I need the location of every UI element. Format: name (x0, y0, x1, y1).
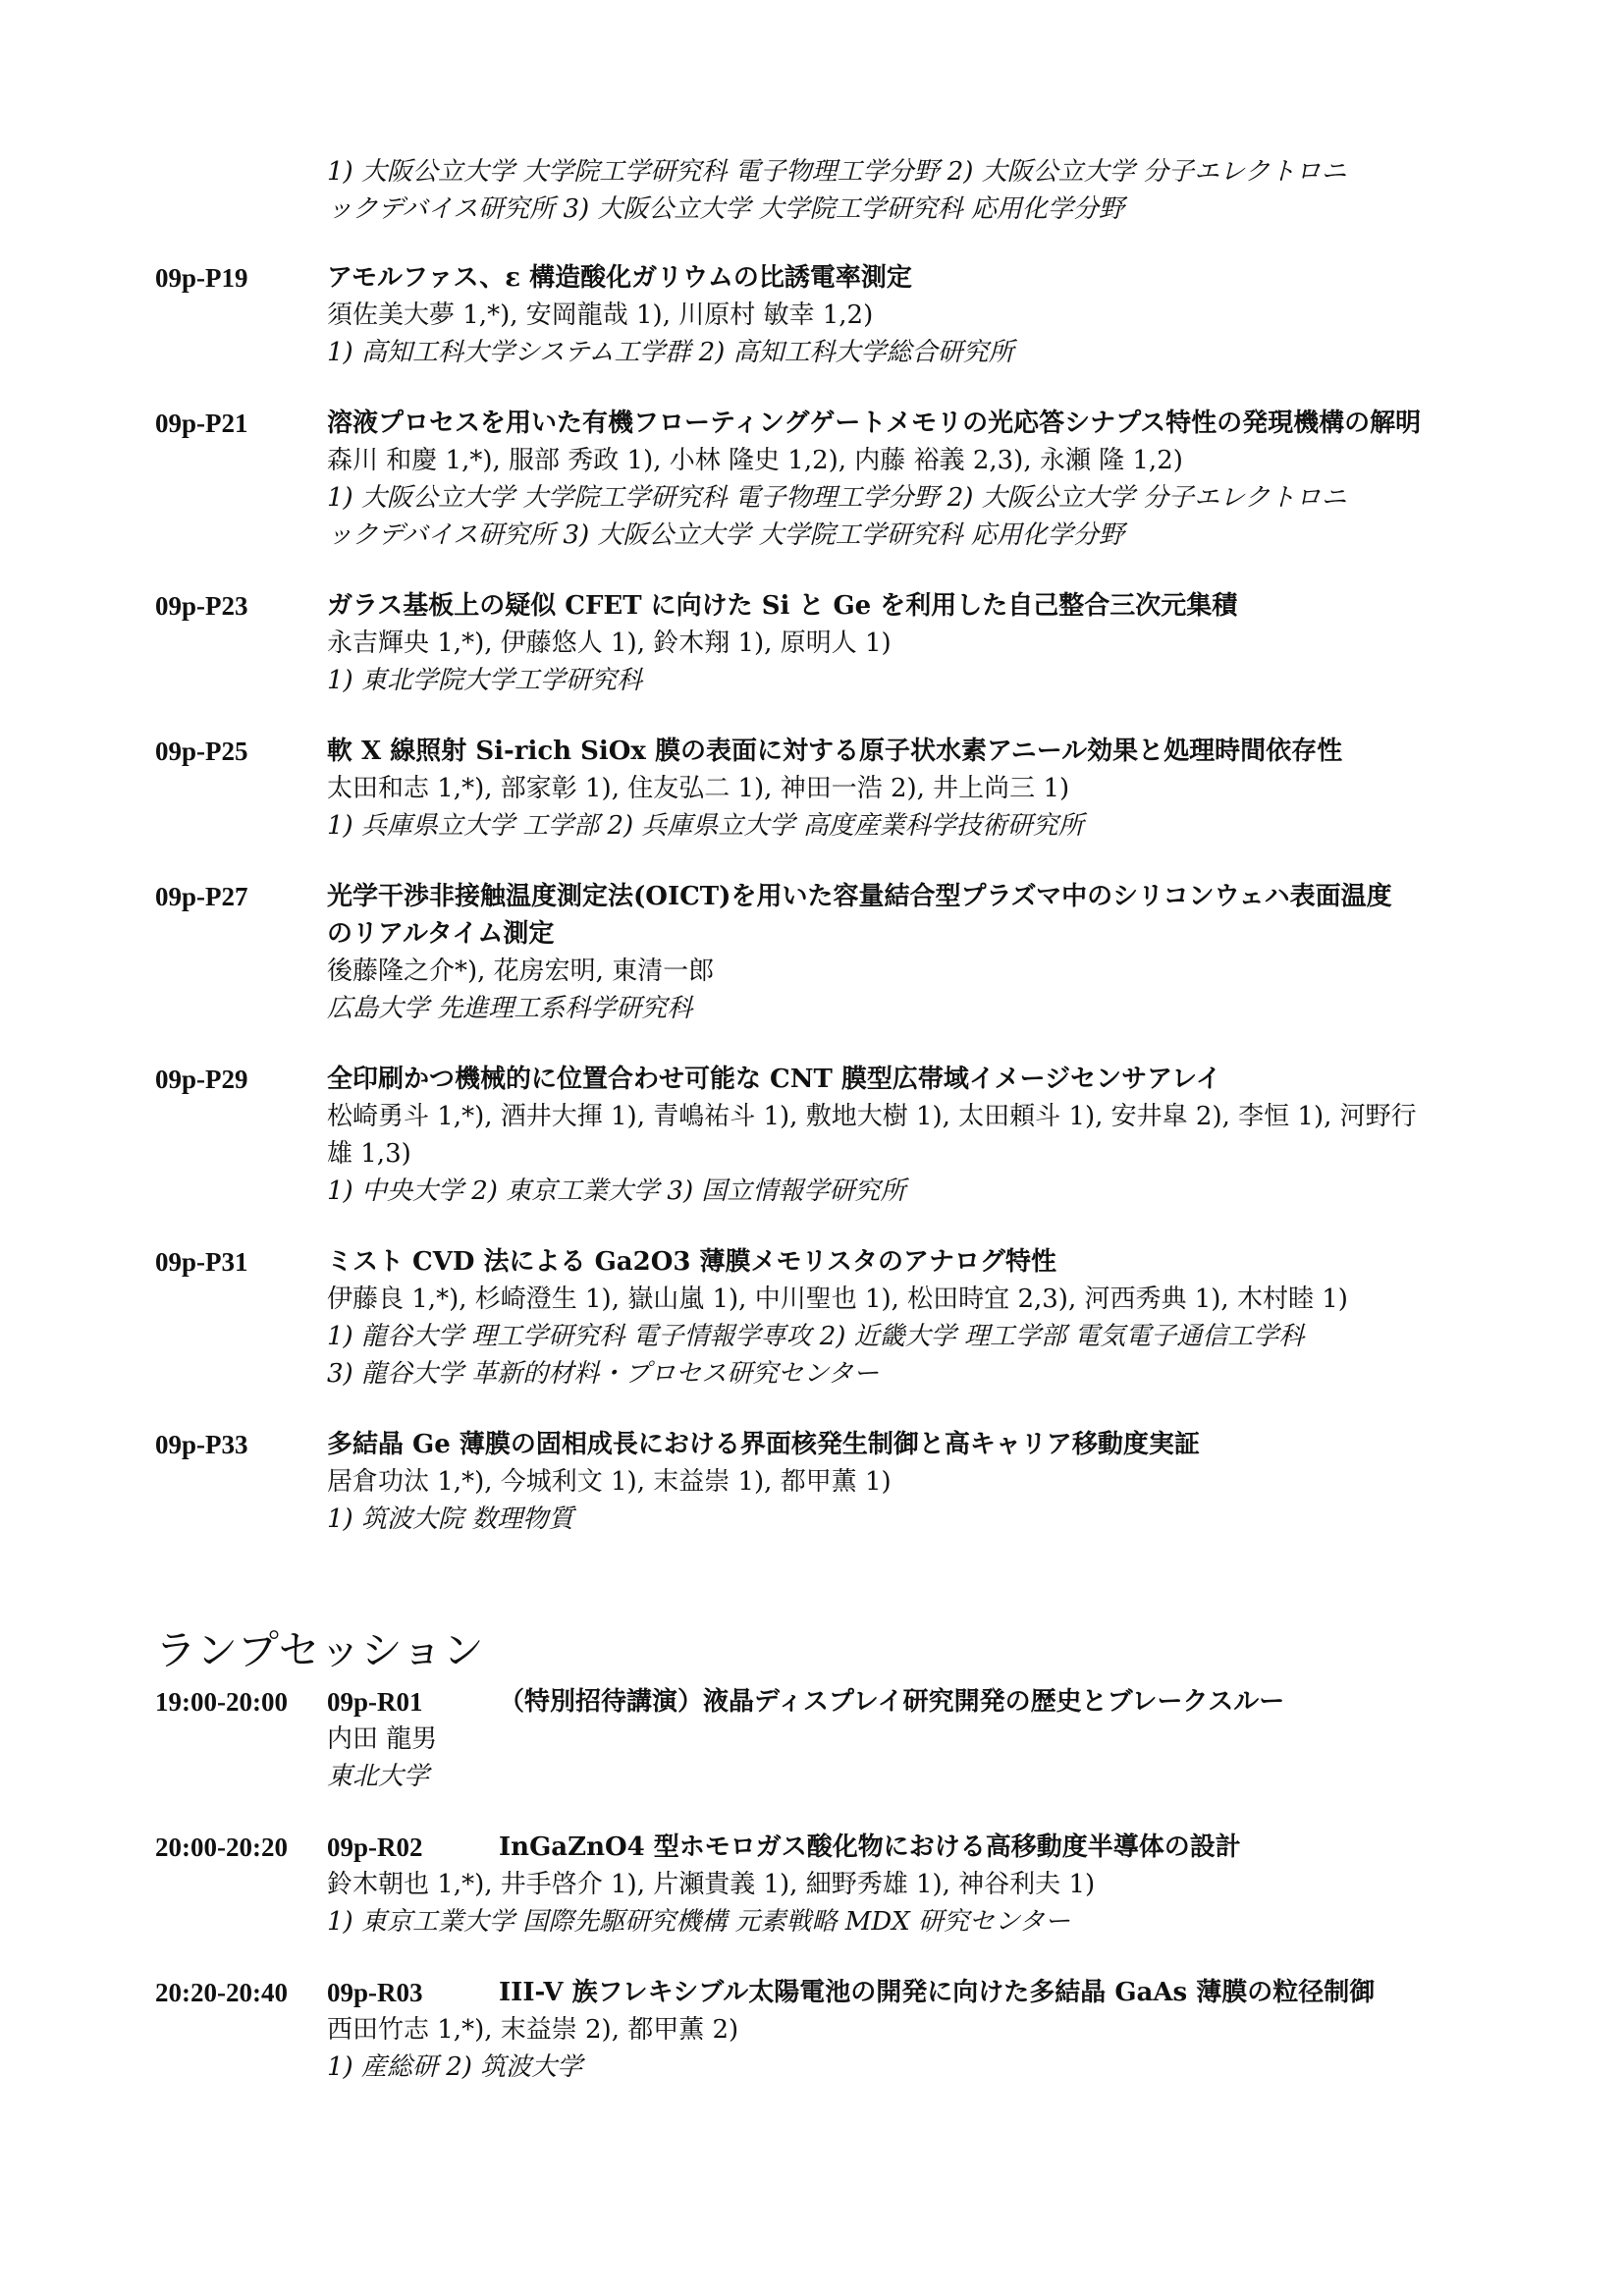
poster-code: 09p-P27 (155, 882, 248, 911)
poster-code: 09p-P21 (155, 409, 248, 438)
poster-affiliation: 1) 高知工科大学システム工学群 2) 高知工科大学総合研究所 (327, 338, 1014, 367)
poster-title: 軟 X 線照射 Si-rich SiOx 膜の表面に対する原子状水素アニール効果と処理時間依存性 (327, 737, 1343, 766)
poster-code: 09p-P31 (155, 1247, 248, 1277)
poster-authors: 太田和志 1,*), 部家彰 1), 住友弘二 1), 神田一浩 2), 井上尚三 1) (327, 774, 1070, 803)
talk-affiliation: 東北大学 (327, 1762, 430, 1791)
talk-code: 09p-R03 (327, 1978, 423, 2007)
poster-authors: 永吉輝央 1,*), 伊藤悠人 1), 鈴木翔 1), 原明人 1) (327, 629, 892, 658)
talk-time: 20:20-20:40 (155, 1978, 288, 2007)
poster-authors: 雄 1,3) (327, 1139, 411, 1169)
poster-affiliation: 1) 中央大学 2) 東京工業大学 3) 国立情報学研究所 (327, 1176, 906, 1206)
talk-time: 19:00-20:00 (155, 1687, 288, 1717)
talk-authors: 鈴木朝也 1,*), 井手啓介 1), 片瀬貴義 1), 細野秀雄 1), 神谷利夫 1) (327, 1870, 1096, 1899)
poster-title: アモルファス、ε 構造酸化ガリウムの比誘電率測定 (327, 263, 912, 293)
talk-code: 09p-R02 (327, 1832, 423, 1862)
talk-title: （特別招待講演）液晶ディスプレイ研究開発の歴史とブレークスルー (499, 1687, 1285, 1717)
talk-affiliation: 1) 産総研 2) 筑波大学 (327, 2052, 583, 2082)
poster-authors: 森川 和慶 1,*), 服部 秀政 1), 小林 隆史 1,2), 内藤 裕義 2,3), 永瀬 隆 1,2) (327, 446, 1183, 475)
talk-code: 09p-R01 (327, 1687, 423, 1717)
poster-code: 09p-P25 (155, 737, 248, 766)
poster-authors: 伊藤良 1,*), 杉崎澄生 1), 嶽山嵐 1), 中川聖也 1), 松田時宜 2,3), 河西秀典 1), 木村睦 1) (327, 1285, 1348, 1314)
poster-affiliation: ックデバイス研究所 3) 大阪公立大学 大学院工学研究科 応用化学分野 (327, 520, 1124, 550)
poster-authors: 松崎勇斗 1,*), 酒井大揮 1), 青嶋祐斗 1), 敷地大樹 1), 太田頼斗 1), 安井皐 2), 李恒 1), 河野行 (327, 1102, 1417, 1131)
poster-affiliation: 1) 兵庫県立大学 工学部 2) 兵庫県立大学 高度産業科学技術研究所 (327, 811, 1084, 841)
poster-affiliation: 1) 龍谷大学 理工学研究科 電子情報学専攻 2) 近畿大学 理工学部 電気電子通信工学科 (327, 1322, 1305, 1351)
poster-code: 09p-P19 (155, 263, 248, 293)
poster-affiliation: 1) 東北学院大学工学研究科 (327, 666, 642, 695)
poster-authors: 須佐美大夢 1,*), 安岡龍哉 1), 川原村 敏幸 1,2) (327, 301, 874, 330)
section-heading: ランプセッション (155, 1626, 484, 1674)
talk-affiliation: 1) 東京工業大学 国際先駆研究機構 元素戦略 MDX 研究センター (327, 1907, 1070, 1937)
poster-title: のリアルタイム測定 (327, 919, 555, 949)
talk-title: InGaZnO4 型ホモロガス酸化物における高移動度半導体の設計 (499, 1832, 1241, 1862)
poster-title: 全印刷かつ機械的に位置合わせ可能な CNT 膜型広帯域イメージセンサアレイ (327, 1065, 1221, 1094)
top-affiliation-line-1: 1) 大阪公立大学 大学院工学研究科 電子物理工学分野 2) 大阪公立大学 分子エレクトロニ (327, 157, 1347, 187)
poster-affiliation: 1) 筑波大院 数理物質 (327, 1504, 574, 1534)
talk-time: 20:00-20:20 (155, 1832, 288, 1862)
poster-title: 多結晶 Ge 薄膜の固相成長における界面核発生制御と高キャリア移動度実証 (327, 1430, 1200, 1459)
poster-affiliation: 3) 龍谷大学 革新的材料・プロセス研究センター (327, 1359, 880, 1389)
poster-affiliation: 広島大学 先進理工系科学研究科 (327, 994, 693, 1023)
poster-title: 溶液プロセスを用いた有機フローティングゲートメモリの光応答シナプス特性の発現機構の解明 (327, 409, 1422, 438)
talk-authors: 内田 龍男 (327, 1724, 438, 1754)
poster-title: ミスト CVD 法による Ga2O3 薄膜メモリスタのアナログ特性 (327, 1247, 1056, 1277)
poster-affiliation: 1) 大阪公立大学 大学院工学研究科 電子物理工学分野 2) 大阪公立大学 分子エレクトロニ (327, 483, 1347, 513)
talk-title: III-V 族フレキシブル太陽電池の開発に向けた多結晶 GaAs 薄膜の粒径制御 (499, 1978, 1376, 2007)
poster-title: 光学干渉非接触温度測定法(OICT)を用いた容量結合型プラズマ中のシリコンウェハ表面温度 (327, 882, 1392, 911)
poster-authors: 後藤隆之介*), 花房宏明, 東清一郎 (327, 957, 715, 986)
poster-code: 09p-P23 (155, 591, 248, 621)
poster-code: 09p-P33 (155, 1430, 248, 1459)
poster-authors: 居倉功汰 1,*), 今城利文 1), 末益崇 1), 都甲薫 1) (327, 1467, 892, 1497)
top-affiliation-line-2: ックデバイス研究所 3) 大阪公立大学 大学院工学研究科 応用化学分野 (327, 194, 1124, 224)
poster-title: ガラス基板上の疑似 CFET に向けた Si と Ge を利用した自己整合三次元集積 (327, 591, 1238, 621)
poster-code: 09p-P29 (155, 1065, 248, 1094)
talk-authors: 西田竹志 1,*), 末益崇 2), 都甲薫 2) (327, 2015, 739, 2045)
